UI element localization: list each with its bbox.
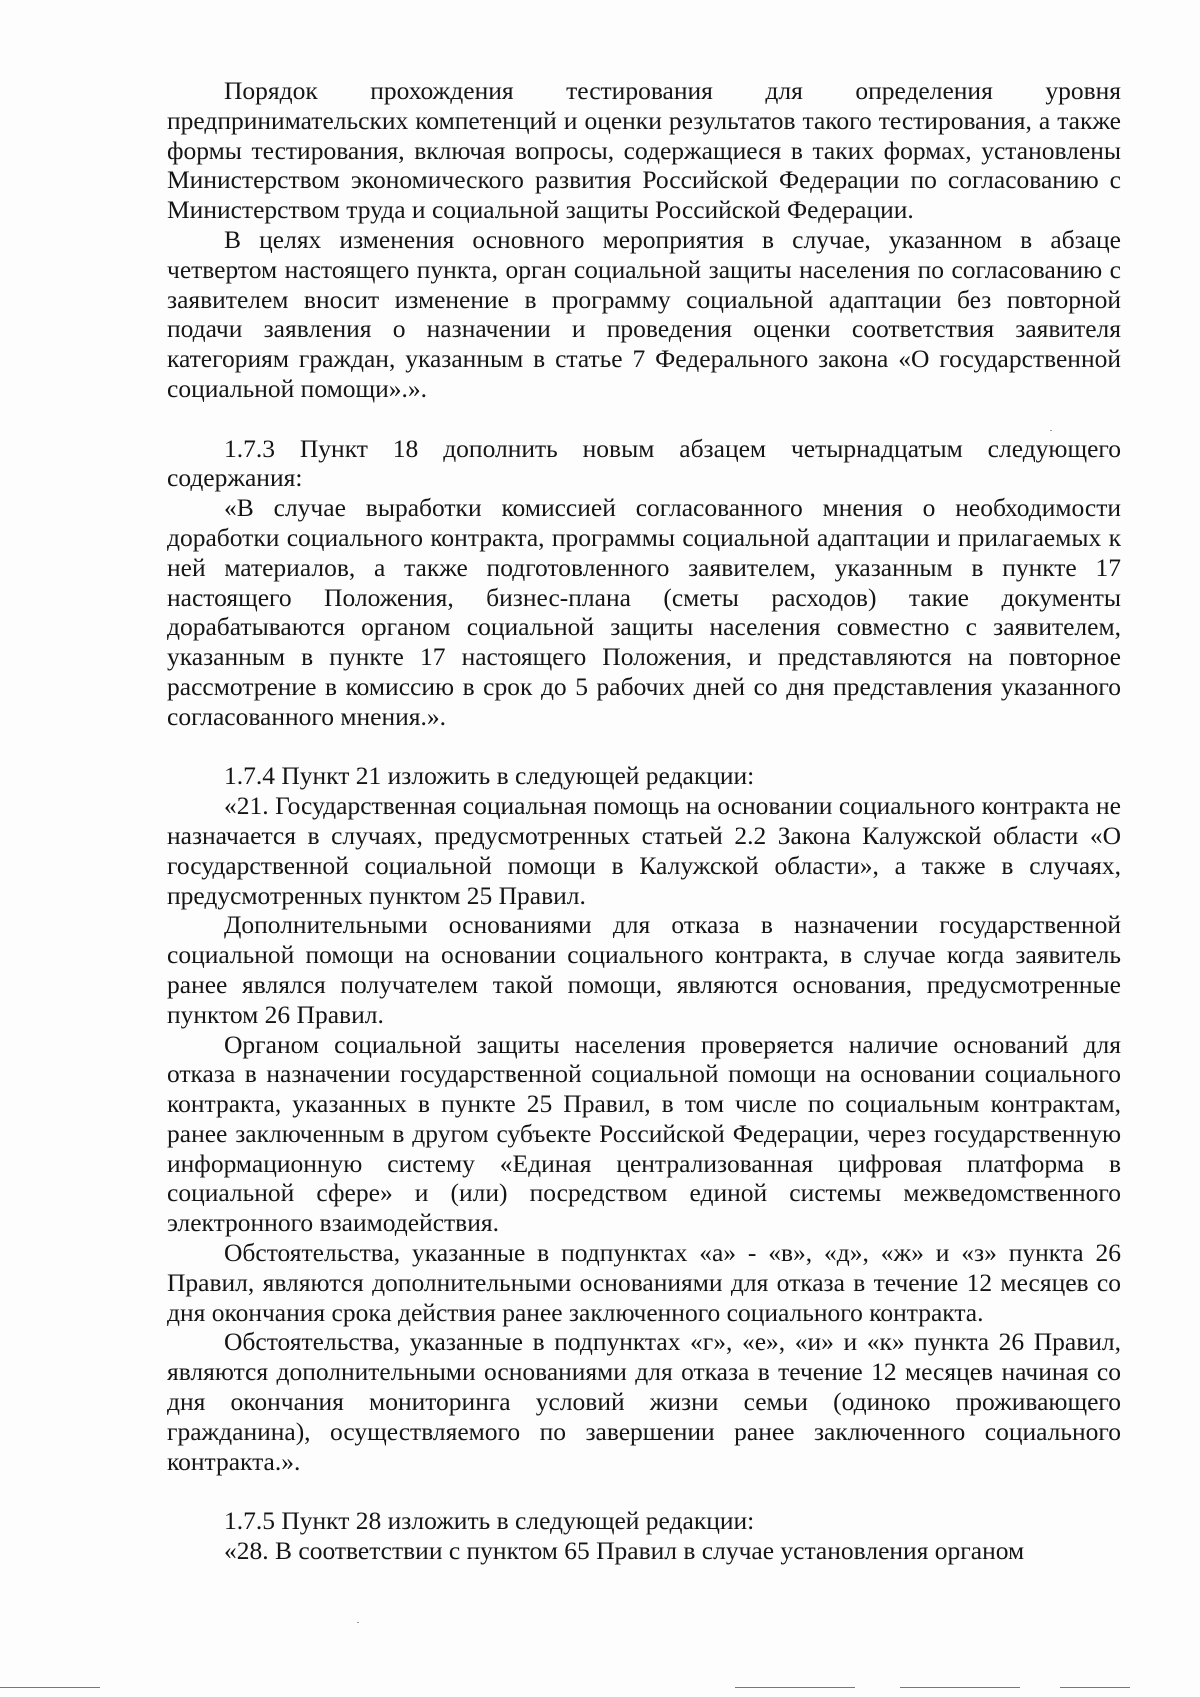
scan-edge-mark	[735, 1687, 855, 1688]
scan-speck	[1050, 430, 1052, 431]
scan-edge-mark	[900, 1687, 1020, 1688]
paragraph-gap	[167, 732, 1121, 762]
scan-speck	[357, 1622, 359, 1623]
paragraph-commission-opinion: «В случае выработки комиссией согласованного мнения о необходимости доработки социального контракта, программы социальной адаптации и прилагаемых к ней материалов, а также подготовленного заявителем, указанным в пункте 17 настоящего Положения, бизнес-плана (сметы расходов) такие документы дорабатываются органом социальной защиты населения совместно с заявителем, указанным в пункте 17 настоящего Положения, и представляются на повторное рассмотрение в комиссию в срок до 5 рабочих дней со дня представления указанного согласованного мнения.».	[167, 493, 1121, 731]
paragraph-verification: Органом социальной защиты населения проверяется наличие оснований для отказа в назначении государственной социальной помощи на основании социального контракта, указанных в пункте 25 Правил, в том числе по социальным контрактам, ранее заключенным в другом субъекте Российской Федерации, через государственную информационную систему «Единая централизованная цифровая платформа в социальной сфере» и (или) посредством единой системы межведомственного электронного взаимодействия.	[167, 1029, 1121, 1238]
section-heading-1-7-4: 1.7.4 Пункт 21 изложить в следующей редакции:	[224, 761, 755, 791]
paragraph-circumstances-1: Обстоятельства, указанные в подпунктах «а» - «в», «д», «ж» и «з» пункта 26 Правил, являются дополнительными основаниями для отказа в течение 12 месяцев со дня окончания срока действия ранее заключенного социального контракта.	[167, 1238, 1121, 1327]
paragraph-change-main-activity: В целях изменения основного мероприятия в случае, указанном в абзаце четвертом настоящего пункта, орган социальной защиты населения по согласованию с заявителем вносит изменение в программу социальной адаптации без повторной подачи заявления о назначении и проведения оценки соответствия заявителя категориям граждан, указанным в статье 7 Федерального закона «О государственной социальной помощи».».	[167, 224, 1121, 403]
section-heading-1-7-5: 1.7.5 Пункт 28 изложить в следующей редакции:	[224, 1506, 755, 1536]
document-body	[167, 76, 1121, 1566]
paragraph-gap	[167, 1476, 1121, 1506]
paragraph-circumstances-2: Обстоятельства, указанные в подпунктах «г», «е», «и» и «к» пункта 26 Правил, являются дополнительными основаниями для отказа в течение 12 месяцев начиная со дня окончания мониторинга условий жизни семьи (одиноко проживающего гражданина), осуществляемого по завершении ранее заключенного социального контракта.».	[167, 1327, 1121, 1476]
section-heading-1-7-3: 1.7.3 Пункт 18 дополнить новым абзацем четырнадцатым следующего содержания:	[167, 433, 1121, 493]
paragraph-testing-procedure: Порядок прохождения тестирования для определения уровня предпринимательских компетенций и оценки результатов такого тестирования, а также формы тестирования, включая вопросы, содержащиеся в таких формах, установлены Министерством экономического развития Российской Федерации по согласованию с Министерством труда и социальной защиты Российской Федерации.	[167, 76, 1121, 225]
paragraph-gap	[167, 404, 1121, 434]
paragraph-point-28: «28. В соответствии с пунктом 65 Правил в случае установления органом	[224, 1536, 1025, 1566]
paragraph-point-21: «21. Государственная социальная помощь на основании социального контракта не назначается в случаях, предусмотренных статьей 2.2 Закона Калужской области «О государственной социальной помощи в Калужской области», а также в случаях, предусмотренных пунктом 25 Правил.	[167, 791, 1121, 910]
scan-edge-mark	[1060, 1687, 1130, 1688]
paragraph-additional-grounds: Дополнительными основаниями для отказа в назначении государственной социальной помощи на основании социального контракта, в случае когда заявитель ранее являлся получателем такой помощи, являются основания, предусмотренные пунктом 26 Правил.	[167, 910, 1121, 1029]
scan-edge-mark	[0, 1687, 100, 1688]
